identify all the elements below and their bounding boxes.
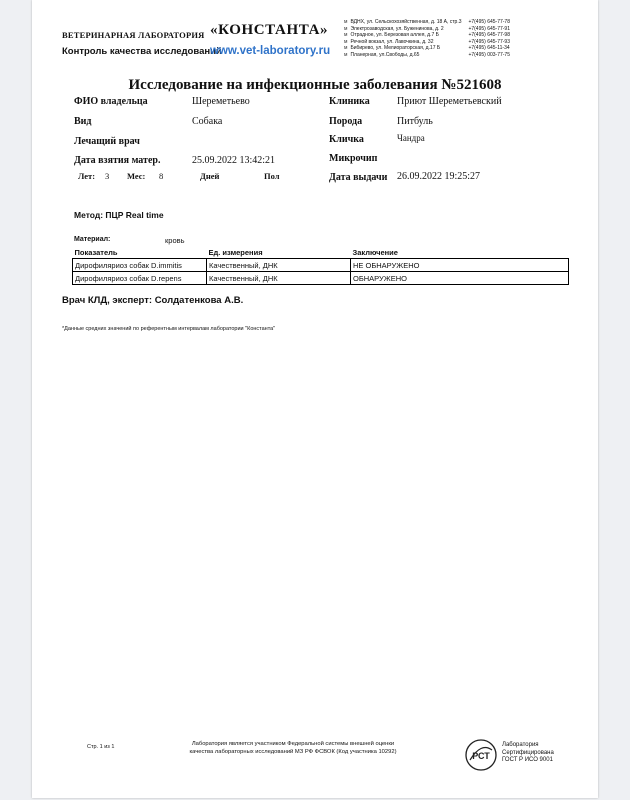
address-row: м Речной вокзал, ул. Лавочкина, д. 32 +7(495) 645-77-93 <box>344 38 510 45</box>
table-row <box>73 272 569 285</box>
species-label: Вид <box>74 116 92 127</box>
breed-value: Питбуль <box>397 116 433 127</box>
doctor-label: Лечащий врач <box>74 136 140 147</box>
table-row <box>73 259 569 272</box>
chip-label: Микрочип <box>329 153 378 164</box>
species-value: Собака <box>192 116 223 127</box>
cell-conclusion: НЕ ОБНАРУЖЕНО <box>351 259 569 272</box>
address-row: м Бибирево, ул. Мелиораторская, д.17 Б +7(495) 645-11-34 <box>344 45 510 52</box>
years-value: 3 <box>105 171 110 181</box>
address-row: м ВДНХ, ул. Сельскохозяйственная, д. 18 А, стр.3 +7(495) 645-77-78 <box>344 19 510 25</box>
sample-date-value: 25.09.2022 13:42:21 <box>192 155 276 166</box>
years-label: Лет: <box>78 171 96 181</box>
certification-text: Лаборатория Сертифицирована ГОСТ Р ИСО 9001 <box>502 742 554 763</box>
col-header-conclusion: Заключение <box>351 247 569 259</box>
metro-icon: м <box>344 45 348 52</box>
metro-icon: м <box>344 51 348 58</box>
metro-icon: м <box>344 38 348 45</box>
lab-subtitle: Контроль качества исследований <box>62 46 222 57</box>
clinic-value: Приют Шереметьевский <box>397 96 502 107</box>
lab-website-link[interactable]: www.vet-laboratory.ru <box>210 45 331 57</box>
results-table <box>72 247 569 285</box>
months-value: 8 <box>159 171 164 181</box>
material-label: Материал: <box>74 236 111 243</box>
breed-label: Порода <box>329 116 363 127</box>
nickname-value: Чандра <box>397 133 425 143</box>
document-page <box>32 0 598 798</box>
doctor-signature-line: Врач КЛД, эксперт: Солдатенкова А.В. <box>62 295 244 306</box>
certification-logo-text: РСТ <box>472 751 490 761</box>
clinic-label: Клиника <box>329 96 370 107</box>
metro-icon: м <box>344 25 348 32</box>
months-label: Мес: <box>127 171 146 181</box>
footer-text: Лаборатория является участником Федеральной системы внешней оценки качества лабораторных исследований МЗ РФ ФСВОК (Код участника 10292) <box>189 741 397 755</box>
method-label: Метод: ПЦР Real time <box>74 210 164 220</box>
table-header-row <box>73 247 569 259</box>
material-value: кровь <box>165 236 185 245</box>
cell-unit: Качественный, ДНК <box>207 259 351 272</box>
issue-date-label: Дата выдачи <box>329 172 388 183</box>
lab-name: «КОНСТАНТА» <box>210 22 329 38</box>
days-label: Дней <box>200 171 220 181</box>
metro-icon: м <box>344 19 348 25</box>
lab-prefix: ВЕТЕРИНАРНАЯ ЛАБОРАТОРИЯ <box>62 30 205 40</box>
cell-indicator: Дирофиляриоз собак D.immitis <box>73 259 207 272</box>
certification-logo-icon <box>464 738 498 772</box>
address-list <box>344 19 528 59</box>
address-row: м Отрадное, ул. Березовая аллея, д.7 Б +7(495) 645-77-98 <box>344 32 510 39</box>
metro-icon: м <box>344 32 348 39</box>
issue-date-value: 26.09.2022 19:25:27 <box>397 171 481 182</box>
document-title: Исследование на инфекционные заболевания №521608 <box>128 77 502 93</box>
address-row: м Электрозаводская, ул. Буженинова, д. 2 +7(495) 645-77-91 <box>344 25 510 32</box>
col-header-unit: Ед. измерения <box>207 247 351 259</box>
cell-unit: Качественный, ДНК <box>207 272 351 285</box>
nickname-label: Кличка <box>329 134 364 145</box>
address-row: м Планерная, ул.Свободы, д.65 +7(495) 003-77-75 <box>344 51 510 58</box>
cell-conclusion: ОБНАРУЖЕНО <box>351 272 569 285</box>
cell-indicator: Дирофиляриоз собак D.repens <box>73 272 207 285</box>
sex-label: Пол <box>264 171 280 181</box>
owner-label: ФИО владельца <box>74 96 148 107</box>
sample-date-label: Дата взятия матер. <box>74 155 161 166</box>
col-header-indicator: Показатель <box>73 247 207 259</box>
page-number: Стр. 1 из 1 <box>87 744 115 750</box>
footnote: *Данные средних значений по референтным интервалам лаборатории "Константа" <box>62 326 276 332</box>
owner-value: Шереметьево <box>192 96 250 107</box>
